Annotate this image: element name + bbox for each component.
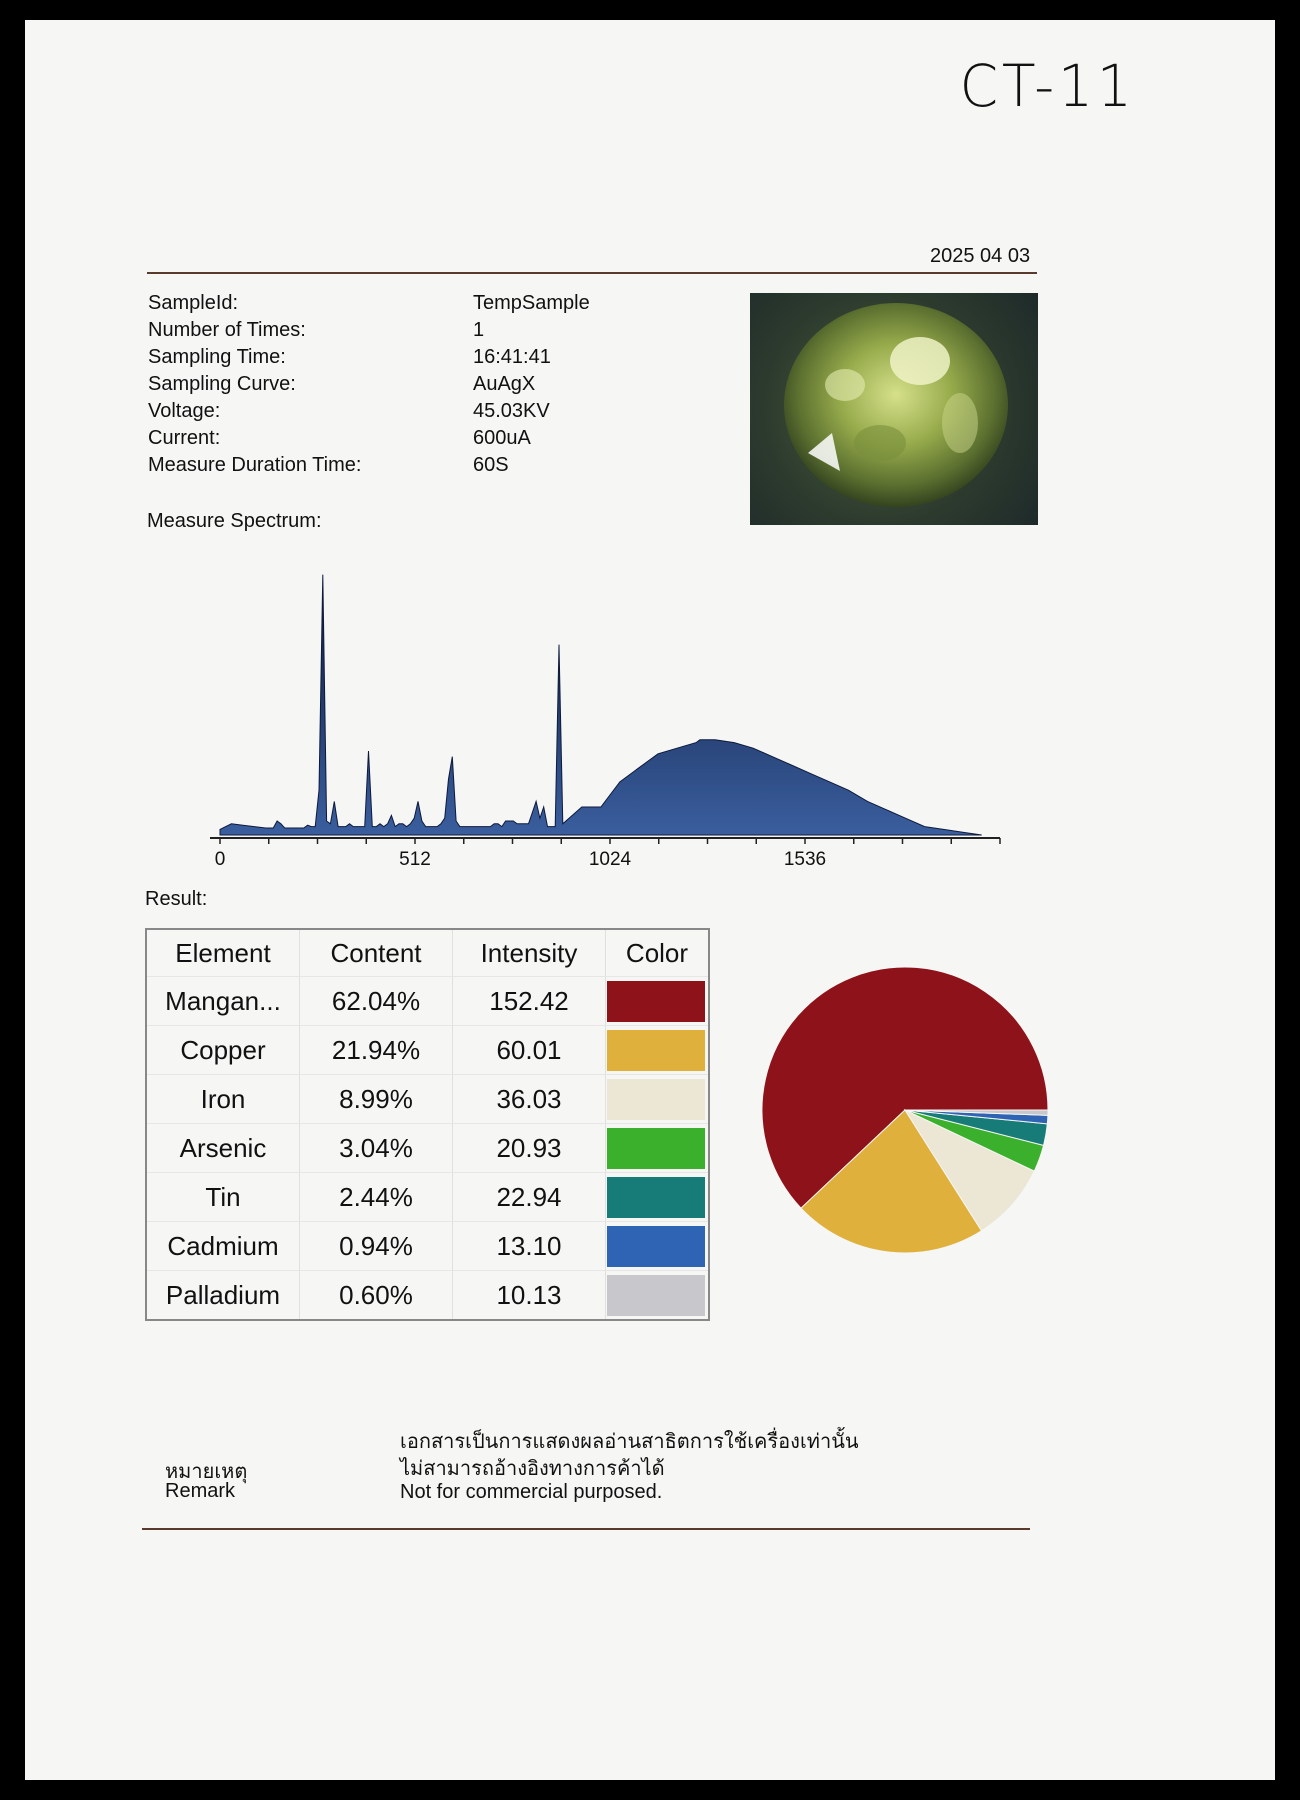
remark-label: Remark <box>165 1480 236 1502</box>
info-row <box>148 290 673 317</box>
spectrum-chart <box>190 555 1010 875</box>
remark-thai-line-1: เอกสารเป็นการแสดงผลอ่านสาธิตการใช้เครื่องเท่านั้น <box>400 1431 859 1453</box>
intensity-cell: 20.93 <box>453 1124 606 1173</box>
info-label: Sampling Curve: <box>148 373 296 395</box>
info-label: Voltage: <box>148 400 221 422</box>
info-label: Number of Times: <box>148 319 306 341</box>
table-row <box>146 1271 709 1321</box>
color-cell <box>606 977 710 1026</box>
intensity-cell: 152.42 <box>453 977 606 1026</box>
color-swatch <box>607 1226 705 1267</box>
remark-english: Not for commercial purposed. <box>400 1481 663 1503</box>
table-row <box>146 1075 709 1124</box>
report-page <box>25 20 1275 1780</box>
bottom-divider <box>142 1528 1030 1530</box>
table-row <box>146 1026 709 1075</box>
intensity-cell: 10.13 <box>453 1271 606 1321</box>
remark-label-thai: หมายเหตุ <box>165 1461 248 1483</box>
handwritten-label: CT-11 <box>959 52 1136 120</box>
content-cell: 0.60% <box>300 1271 453 1321</box>
table-row <box>146 1222 709 1271</box>
table-row <box>146 1173 709 1222</box>
element-cell: Mangan... <box>146 977 300 1026</box>
intensity-cell: 60.01 <box>453 1026 606 1075</box>
top-divider <box>147 272 1037 274</box>
info-value: TempSample <box>473 292 590 314</box>
element-cell: Copper <box>146 1026 300 1075</box>
color-swatch <box>607 1275 705 1316</box>
element-cell: Cadmium <box>146 1222 300 1271</box>
content-cell: 62.04% <box>300 977 453 1026</box>
info-label: Current: <box>148 427 221 449</box>
table-row <box>146 977 709 1026</box>
color-swatch <box>607 1128 705 1169</box>
info-value: 1 <box>473 319 485 341</box>
x-tick-label: 1536 <box>783 849 827 870</box>
remark-thai-line-2: ไม่สามารถอ้างอิงทางการค้าได้ <box>400 1458 665 1480</box>
spectrum-series <box>220 575 982 835</box>
color-cell <box>606 1271 710 1321</box>
info-row <box>148 344 673 371</box>
color-cell <box>606 1124 710 1173</box>
result-title: Result: <box>145 888 208 910</box>
info-label: Measure Duration Time: <box>148 454 362 476</box>
content-cell: 2.44% <box>300 1173 453 1222</box>
color-swatch <box>607 981 705 1022</box>
info-value: AuAgX <box>473 373 536 395</box>
info-row <box>148 398 673 425</box>
table-row <box>146 1124 709 1173</box>
table-header-row <box>146 929 709 977</box>
color-swatch <box>607 1079 705 1120</box>
header-color: Color <box>606 929 710 977</box>
content-cell: 0.94% <box>300 1222 453 1271</box>
composition-pie-chart <box>755 960 1055 1260</box>
element-cell: Iron <box>146 1075 300 1124</box>
color-cell <box>606 1173 710 1222</box>
info-label: SampleId: <box>148 292 239 314</box>
color-cell <box>606 1075 710 1124</box>
x-tick-label: 1024 <box>588 849 632 870</box>
content-cell: 21.94% <box>300 1026 453 1075</box>
info-label: Sampling Time: <box>148 346 286 368</box>
info-value: 60S <box>473 454 509 476</box>
sample-photo <box>750 293 1038 525</box>
color-swatch <box>607 1177 705 1218</box>
content-cell: 8.99% <box>300 1075 453 1124</box>
info-row <box>148 317 673 344</box>
x-tick-label: 512 <box>399 849 431 870</box>
info-row <box>148 425 673 452</box>
element-cell: Arsenic <box>146 1124 300 1173</box>
content-cell: 3.04% <box>300 1124 453 1173</box>
report-date: 2025 04 03 <box>930 245 1031 267</box>
info-row <box>148 452 673 479</box>
intensity-cell: 22.94 <box>453 1173 606 1222</box>
element-cell: Tin <box>146 1173 300 1222</box>
header-intensity: Intensity <box>453 929 606 977</box>
color-swatch <box>607 1030 705 1071</box>
gemstone-image <box>750 293 1038 525</box>
intensity-cell: 36.03 <box>453 1075 606 1124</box>
info-value: 45.03KV <box>473 400 550 422</box>
color-cell <box>606 1222 710 1271</box>
sample-info <box>148 290 673 479</box>
info-value: 16:41:41 <box>473 346 551 368</box>
header-element: Element <box>146 929 300 977</box>
color-cell <box>606 1026 710 1075</box>
spectrum-title: Measure Spectrum: <box>147 510 322 532</box>
intensity-cell: 13.10 <box>453 1222 606 1271</box>
x-tick-label: 0 <box>214 849 226 870</box>
element-cell: Palladium <box>146 1271 300 1321</box>
info-row <box>148 371 673 398</box>
info-value: 600uA <box>473 427 531 449</box>
header-content: Content <box>300 929 453 977</box>
result-table <box>145 928 710 1321</box>
